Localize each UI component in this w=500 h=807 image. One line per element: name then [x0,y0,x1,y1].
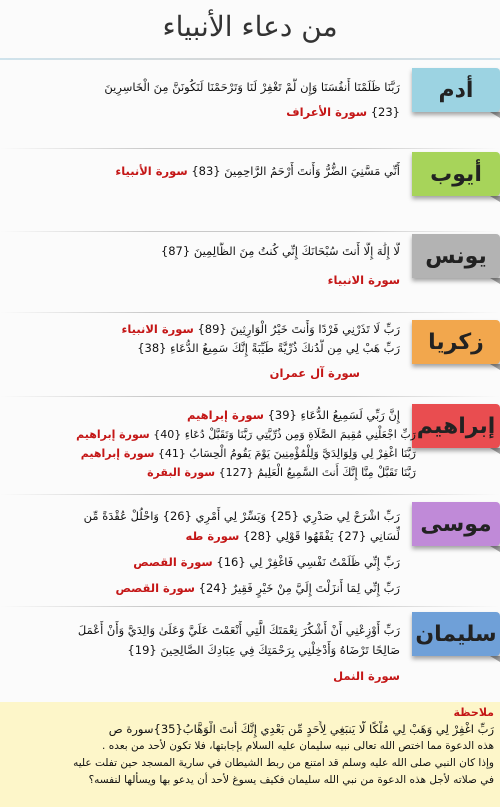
note-line: وإذا كان النبي صلى الله عليه وسلم قد امتنع من ربط الشيطان في سارية المسجد حين تفلت عليه [73,757,494,769]
verse-line [6,666,400,686]
verse-line [4,425,416,444]
verse-line [6,506,400,526]
section-divider [0,148,500,149]
section-ayyub [0,150,500,232]
verse-line [6,620,400,640]
verse-text: رَبَّنَا تَقَبَّلْ مِنَّا إِنَّكَ أَنتَ السَّمِيعُ الْعَلِيمُ [257,466,416,479]
verse-list [6,620,400,686]
surah-name: سورة إبراهيم [76,428,150,441]
surah-name: سورة طه [185,529,240,543]
surah-name: سورة القصص [133,555,213,569]
surah-name: سورة الأعراف [286,105,368,119]
prophet-name: إبراهيم [416,413,496,439]
section-zakariya [0,314,500,398]
prophet-tab-sulayman[interactable] [412,612,500,656]
verse-line [6,339,400,358]
verse-line [6,320,400,339]
prophet-name: يونس [425,243,487,269]
verse-text: رَبِّ إِنِّي لِمَا أَنزَلْتَ إِلَيَّ مِنْ خَيْرٍ فَقِيرٌ [231,581,400,595]
verse-text: رَبَّنَا اغْفِرْ لِي وَلِوَالِدَيَّ وَلِلْمُؤْمِنِينَ يَوْمَ يَقُومُ الْحِسَابُ [189,447,416,460]
page-title: من دعاء الأنبياء [162,10,338,43]
surah-name: سورة الانبياء [121,322,194,336]
verse-line [6,242,400,261]
surah-name: سورة البقرة [147,466,216,479]
section-musa [0,496,500,604]
verse-list [6,506,400,598]
verse-list [6,320,400,383]
section-divider [0,396,500,397]
verse-number: {16} [216,555,246,569]
prophet-tab-musa[interactable] [412,502,500,546]
verse-line [6,364,400,383]
verse-number: {127} [218,466,254,479]
section-yunus [0,232,500,312]
section-divider [0,312,500,313]
section-divider [0,606,500,607]
surah-name: سورة آل عمران [269,366,360,380]
prophet-tab-ibrahim[interactable] [412,404,500,448]
note-line: في صلاته لأجل هذه الدعوة من نبي الله سليمان فكيف يسوغ لأحد أن يدعو بها ويسألها لنفسه؟ [88,774,494,786]
verse-list [6,406,400,425]
note-verse: رَبِّ اغْفِرْ لِي وَهَبْ لِي مُلْكًا لَّا يَنبَغِي لِأَحَدٍ مِّن بَعْدِي إِنَّكَ أَنتَ الْوَهَّابُ{35}سورة ص [108,722,494,736]
prophet-tab-zakariya[interactable] [412,320,500,364]
note-box [0,702,500,807]
prophet-tab-adam[interactable] [412,68,500,112]
verse-number: {89} [197,322,227,336]
verse-line [4,444,416,463]
prophet-name: زكريا [428,329,484,355]
verse-text: إِنَّ رَبِّي لَسَمِيعُ الدُّعَاءِ [300,408,400,422]
prophet-tab-ayyub[interactable] [412,152,500,196]
verse-list [6,78,400,122]
prophet-tab-yunus[interactable] [412,234,500,278]
verse-list [6,242,400,290]
verse-number: {24} [198,581,228,595]
title-divider [0,58,500,60]
verse-line [6,406,400,425]
surah-name: سورة إبراهيم [186,408,264,422]
verse-list [6,162,400,181]
section-adam [0,64,500,150]
prophet-name: أدم [438,77,474,103]
section-sulayman [0,608,500,700]
verse-text: لَّا إِلَٰهَ إِلَّا أَنتَ سُبْحَانَكَ إِنِّي كُنتُ مِنَ الظَّالِمِينَ [193,244,400,258]
verse-line [6,578,400,598]
prophet-name: سليمان [415,621,497,647]
verse-text: رَبِّ لَا تَذَرْنِي فَرْدًا وَأَنتَ خَيْرُ الْوَارِثِينَ [230,322,400,336]
surah-name: سورة القصص [115,581,195,595]
surah-name: سورة النمل [333,669,400,683]
prophet-name: أيوب [430,161,482,187]
verse-line [6,271,400,290]
verse-text: رَبِّ اجْعَلْنِي مُقِيمَ الصَّلَاةِ وَمِن ذُرِّيَّتِي رَبَّنَا وَتَقَبَّلْ دُعَاءِ [184,428,416,441]
section-ibrahim [0,398,500,494]
verse-text: رَبَّنَا ظَلَمْنَا أَنفُسَنَا وَإِن لَّمْ تَغْفِرْ لَنَا وَتَرْحَمْنَا لَنَكُونَنَّ مِنَ الْخَاسِرِينَ [104,80,400,94]
verse-number: {83} [191,164,221,178]
note-line: هذه الدعوة مما اختص الله تعالى نبيه سليمان عليه السلام بإجابتها، فلا تكون لأحد من بعده . [102,740,494,752]
verse-text: صَالِحًا تَرْضَاهُ وَأَدْخِلْنِي بِرَحْمَتِكَ فِي عِبَادِكَ الصَّالِحِينَ [160,643,400,657]
verse-text: رَبِّ هَبْ لِي مِن لَّدُنكَ ذُرِّيَّةً طَيِّبَةً إِنَّكَ سَمِيعُ الدُّعَاءِ [170,341,400,355]
surah-name: سورة إبراهيم [80,447,155,460]
verse-line [6,640,400,660]
surah-name: سورة الأنبياء [115,164,188,178]
verse-text: رَبِّ اشْرَحْ لِي صَدْرِي {25} وَيَسِّرْ لِي أَمْرِي {26} وَاحْلُلْ عُقْدَةً مِّن [83,509,400,523]
verse-line [6,78,400,97]
verse-number: {39} [267,408,297,422]
verse-line [6,552,400,572]
verse-line [6,103,400,122]
verse-number: {23} [370,105,400,119]
verse-number: {19} [127,643,157,657]
prophet-name: موسى [420,511,492,537]
verse-number: {87} [160,244,191,258]
surah-name: سورة الانبياء [327,273,400,287]
verse-line [4,463,416,482]
verse-number: {28} [242,529,273,543]
verse-number: {38} [137,341,167,355]
verse-text: أَنِّي مَسَّنِيَ الضُّرُّ وَأَنتَ أَرْحَمُ الرَّاحِمِينَ [224,164,400,178]
verse-number: {40} [153,428,182,441]
note-title: ملاحظة [453,706,494,719]
verse-line [6,162,400,181]
verse-list-wide [4,425,416,482]
verse-number: {41} [157,447,186,460]
section-divider [0,494,500,495]
verse-line [6,526,400,546]
verse-text: رَبِّ إِنِّي ظَلَمْتُ نَفْسِي فَاغْفِرْ لِي [249,555,400,569]
verse-text: رَبِّ أَوْزِعْنِي أَنْ أَشْكُرَ نِعْمَتَكَ الَّتِي أَنْعَمْتَ عَلَيَّ وَعَلَىٰ وَالِدَيَّ وَأَنْ أَعْمَلَ [77,623,400,637]
verse-text: لِّسَانِي {27} يَفْقَهُوا قَوْلِي [275,529,400,543]
